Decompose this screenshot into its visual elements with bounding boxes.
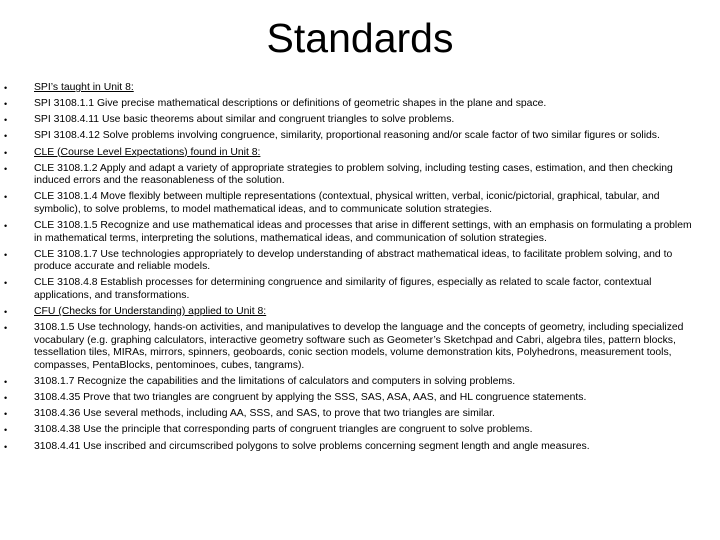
standard-text: 3108.4.36 Use several methods, including AA, SSS, and SAS, to prove that two triangles are similar.: [34, 408, 495, 420]
standard-text: CLE 3108.1.2 Apply and adapt a variety of appropriate strategies to problem solving, including testing cases, estimation, and then checking induced errors and the reasonableness of the solution.: [34, 162, 673, 187]
section-heading-spi: SPI’s taught in Unit 8:: [34, 82, 134, 93]
list-item: [0, 277, 720, 302]
standard-text: 3108.1.5 Use technology, hands-on activities, and manipulatives to develop the language and the concepts of geometry, including specialized vocabulary (e.g. graphing calculators, interactive geometry software such as Geometer’s Sketchpad and Cabri, algebra tiles, pattern blocks, tessellation tiles, MIRAs, mirrors, spinners, geoboards, conic section models, volume demonstration kits, Polyhedrons, measurement tools, compasses, PentaBlocks, pentominoes, cubes, tangrams).: [34, 322, 684, 371]
standard-text: SPI 3108.1.1 Give precise mathematical descriptions or definitions of geometric shapes in the plane and space.: [34, 98, 547, 110]
bullet-icon: •: [4, 115, 8, 126]
section-heading-cle: CLE (Course Level Expectations) found in Unit 8:: [34, 146, 261, 158]
list-item: [0, 306, 720, 319]
standard-text: SPI 3108.4.12 Solve problems involving congruence, similarity, proportional reasoning and/or scale factor of two similar figures or solids.: [34, 130, 660, 142]
list-item: [0, 322, 720, 372]
bullet-icon: •: [4, 147, 8, 158]
list-item: [0, 191, 720, 216]
bullet-icon: •: [4, 192, 8, 203]
slide-title: Standards: [266, 15, 454, 61]
list-item: [0, 441, 720, 454]
list-item: [0, 220, 720, 245]
list-item: [0, 392, 720, 405]
bullet-icon: •: [4, 249, 8, 260]
list-item: [0, 163, 720, 188]
list-item: [0, 424, 720, 437]
section-heading-cfu: CFU (Checks for Understanding) applied to Unit 8:: [34, 306, 267, 318]
bullet-icon: •: [4, 441, 8, 452]
list-item: [0, 249, 720, 274]
list-item: [0, 98, 720, 111]
list-item: [0, 130, 720, 143]
list-item: [0, 408, 720, 421]
list-item: [0, 114, 720, 127]
standard-text: CLE 3108.4.8 Establish processes for determining congruence and similarity of figures, especially as related to scale factor, contextual applications, and transformations.: [34, 277, 652, 301]
bullet-icon: •: [4, 131, 8, 142]
standard-text: SPI 3108.4.11 Use basic theorems about similar and congruent triangles to solve problems.: [34, 114, 455, 126]
bullet-icon: •: [4, 409, 8, 420]
standard-text: CLE 3108.1.7 Use technologies appropriately to develop understanding of abstract mathematical ideas, to facilitate problem solving, and to produce accurate and reliable models.: [34, 248, 673, 273]
standard-text: 3108.4.35 Prove that two triangles are congruent by applying the SSS, SAS, ASA, AAS, and HL congruence statements.: [34, 392, 587, 404]
standard-text: 3108.4.41 Use inscribed and circumscribed polygons to solve problems concerning segment length and angle measures.: [34, 440, 590, 452]
bullet-icon: •: [4, 83, 8, 93]
bullet-icon: •: [4, 425, 8, 436]
list-item: [0, 376, 720, 389]
bullet-icon: •: [4, 393, 8, 404]
bullet-icon: •: [4, 377, 8, 388]
standards-bullet-list: [0, 82, 720, 453]
standard-text: CLE 3108.1.4 Move flexibly between multiple representations (contextual, physical written, verbal, iconic/pictorial, graphical, tabular, and symbolic), to solve problems, to model mathematical ideas, and to communicate solution strategies.: [34, 191, 660, 215]
bullet-icon: •: [4, 99, 8, 110]
standard-text: 3108.4.38 Use the principle that corresponding parts of congruent triangles are congruent to solve problems.: [34, 424, 533, 436]
bullet-icon: •: [4, 221, 8, 232]
bullet-icon: •: [4, 307, 8, 318]
bullet-icon: •: [4, 323, 8, 334]
standard-text: CLE 3108.1.5 Recognize and use mathematical ideas and processes that arise in different settings, with an emphasis on formulating a problem in mathematical terms, interpreting the solutions, mathematical ideas, and communication of solution strategies.: [34, 220, 692, 244]
bullet-icon: •: [4, 163, 8, 174]
list-item: [0, 147, 720, 160]
bullet-icon: •: [4, 278, 8, 289]
standard-text: 3108.1.7 Recognize the capabilities and the limitations of calculators and computers in solving problems.: [34, 376, 516, 388]
list-item: [0, 82, 720, 95]
